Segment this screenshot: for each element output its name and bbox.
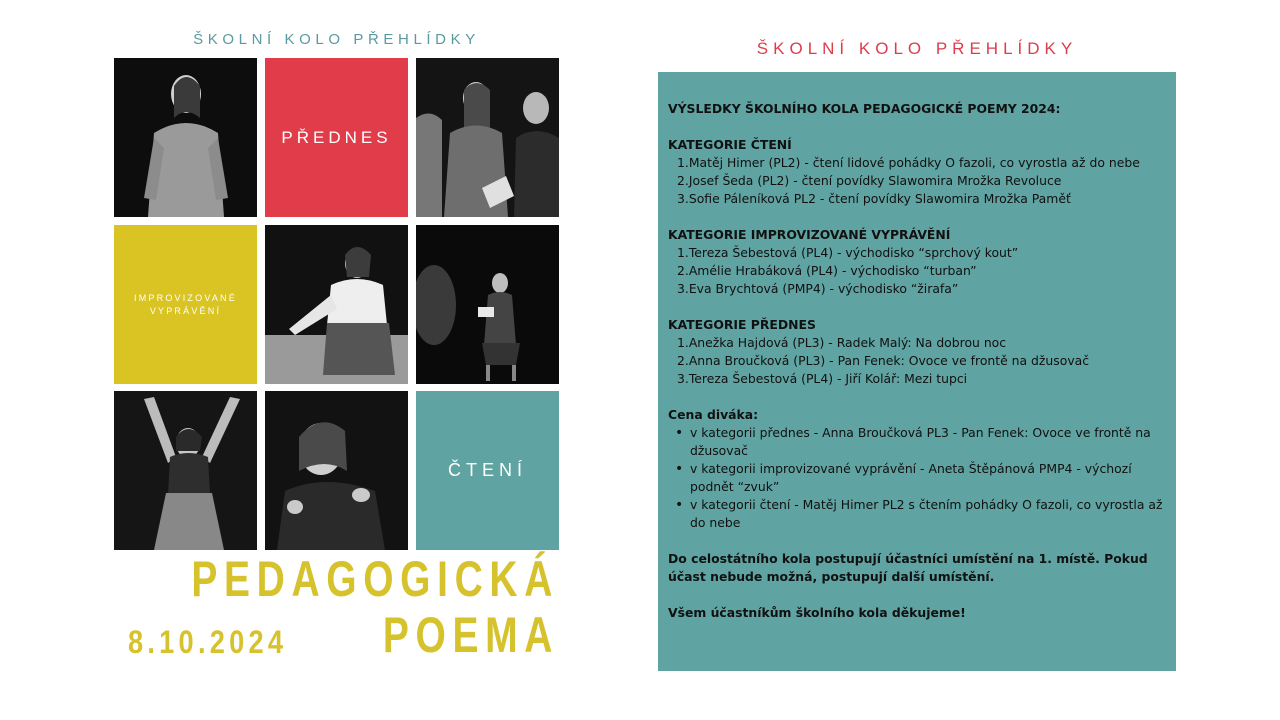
tile-improvizovane-line2: VYPRÁVĚNÍ (149, 305, 222, 316)
tile-improvizovane-line1: IMPROVIZOVANÉ (134, 292, 237, 303)
category-title: KATEGORIE IMPROVIZOVANÉ VYPRÁVĚNÍ (668, 227, 951, 242)
result-item: 1.Anežka Hajdová (PL3) - Radek Malý: Na dobrou noc (677, 335, 1007, 350)
result-item: 1.Tereza Šebestová (PL4) - východisko “sprchový kout” (677, 245, 1019, 260)
title-line1: PEDAGOGICKÁ (191, 551, 559, 607)
tile-cteni (416, 391, 559, 550)
tile-prednes-label: PŘEDNES (281, 127, 392, 147)
results-intro: VÝSLEDKY ŠKOLNÍHO KOLA PEDAGOGICKÉ POEMY 2024: (668, 101, 1061, 116)
event-date: 8.10.2024 (128, 624, 288, 660)
result-item: 3.Eva Brychtová (PMP4) - východisko “žirafa” (677, 281, 959, 296)
result-item: 3.Tereza Šebestová (PL4) - Jiří Kolář: Mezi tupci (677, 371, 968, 386)
category-title: KATEGORIE PŘEDNES (668, 317, 816, 332)
result-item: 3.Sofie Páleníková PL2 - čtení povídky Slawomira Mrožka Paměť (677, 191, 1071, 206)
tile-prednes (265, 58, 408, 217)
audience-award-title: Cena diváka: (668, 407, 759, 422)
category-list (668, 334, 1166, 388)
result-item: 1.Matěj Himer (PL2) - čtení lidové pohádky O fazoli, co vyrostla až do nebe (677, 155, 1140, 170)
left-heading: ŠKOLNÍ KOLO PŘEHLÍDKY (193, 31, 480, 48)
title-line2: POEMA (382, 607, 559, 663)
audience-award-item: • v kategorii improvizované vyprávění - Aneta Štěpánová PMP4 - výchozí podnět “zvuk” (690, 460, 1166, 496)
tile-improvizovane (114, 225, 257, 384)
audience-award-item: • v kategorii přednes - Anna Broučková PL3 - Pan Fenek: Ovoce ve frontě na džusovač (690, 424, 1166, 460)
result-item: 2.Amélie Hrabáková (PL4) - východisko “turban” (677, 263, 977, 278)
category-list (668, 154, 1166, 208)
audience-award-item: • v kategorii čtení - Matěj Himer PL2 s čtením pohádky O fazoli, co vyrostla až do nebe (690, 496, 1166, 532)
results-panel (658, 72, 1176, 671)
photo-reader-seated (416, 225, 559, 384)
advance-note: Do celostátního kola postupují účastníci umístění na 1. místě. Pokud účast nebude možná, postupují další umístění. (668, 551, 1148, 584)
category-title: KATEGORIE ČTENÍ (668, 137, 792, 152)
right-heading: ŠKOLNÍ KOLO PŘEHLÍDKY (756, 39, 1078, 58)
audience-award-list (668, 424, 1166, 532)
tile-cteni-label: ČTENÍ (448, 460, 527, 480)
photo-performer-arms-up (114, 391, 257, 550)
result-item: 2.Josef Šeda (PL2) - čtení povídky Slawomira Mrožka Revoluce (677, 173, 1062, 188)
photo-reciter-standing (114, 58, 257, 217)
photo-storyteller-kneeling (265, 225, 408, 384)
category-list (668, 244, 1166, 298)
photo-group-reading (416, 58, 559, 217)
photo-storyteller-gesturing (265, 391, 408, 550)
result-item: 2.Anna Broučková (PL3) - Pan Fenek: Ovoce ve frontě na džusovač (677, 353, 1090, 368)
thanks-note: Všem účastníkům školního kola děkujeme! (668, 605, 966, 620)
